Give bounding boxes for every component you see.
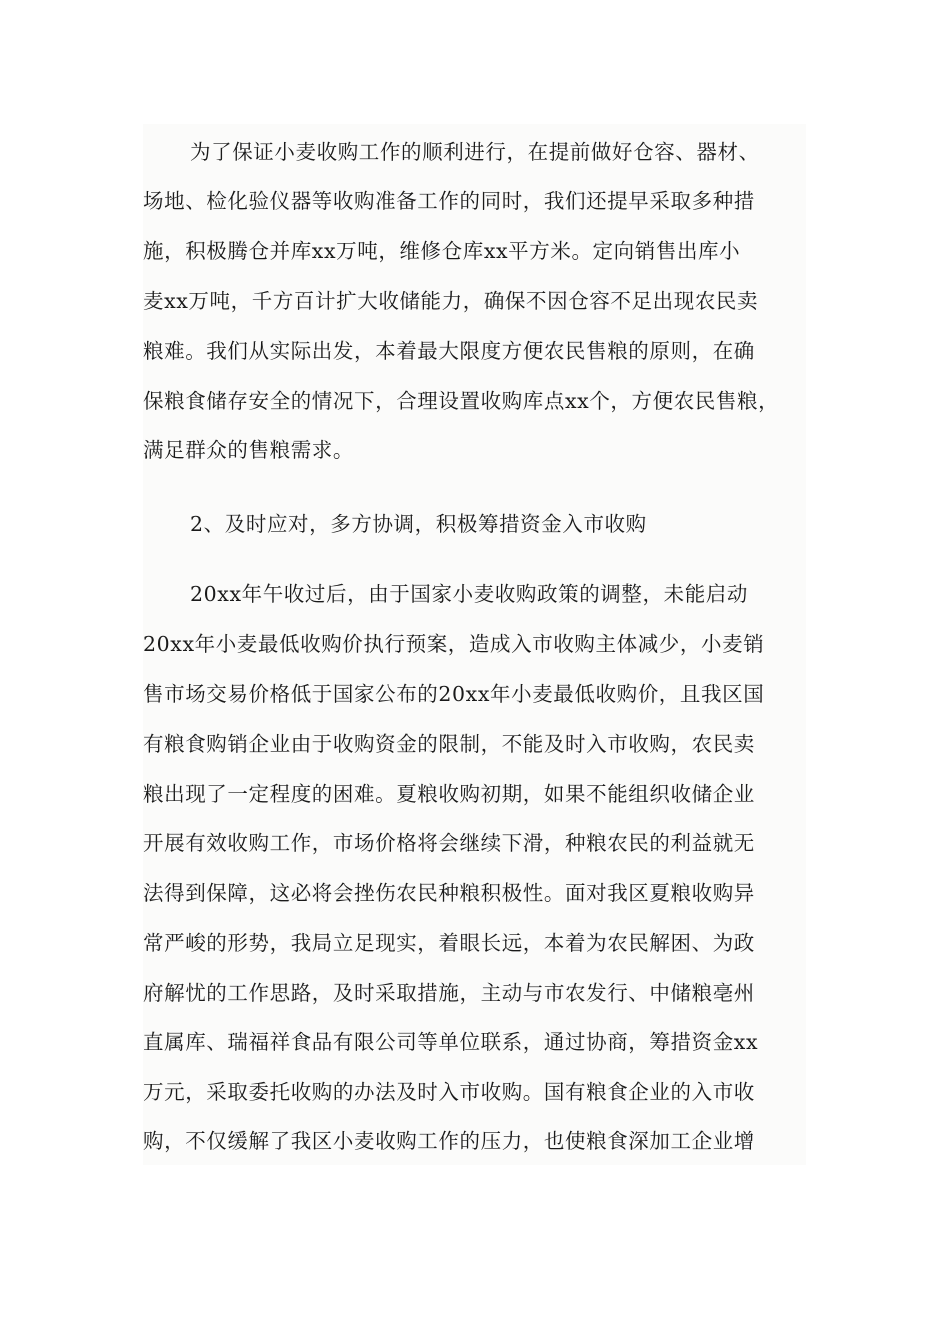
- section-heading: 2、及时应对，多方协调，积极筹措资金入市收购: [190, 512, 647, 536]
- paragraph-line: 有粮食购销企业由于收购资金的限制，不能及时入市收购，农民卖: [143, 732, 755, 756]
- paragraph-line: 场地、检化验仪器等收购准备工作的同时，我们还提早采取多种措: [143, 189, 755, 213]
- paragraph-line: 粮难。我们从实际出发，本着最大限度方便农民售粮的原则，在确: [143, 339, 755, 363]
- paragraph-line: 直属库、瑞福祥食品有限公司等单位联系，通过协商，筹措资金xx: [143, 1030, 759, 1054]
- paragraph-line: 为了保证小麦收购工作的顺利进行，在提前做好仓容、器材、: [190, 140, 760, 164]
- paragraph-line: 开展有效收购工作，市场价格将会继续下滑，种粮农民的利益就无: [143, 831, 755, 855]
- paragraph-line: 粮出现了一定程度的困难。夏粮收购初期，如果不能组织收储企业: [143, 782, 755, 806]
- paragraph-line: 府解忧的工作思路，及时采取措施，主动与市农发行、中储粮亳州: [143, 981, 755, 1005]
- paragraph-line: 施，积极腾仓并库xx万吨，维修仓库xx平方米。定向销售出库小: [143, 239, 741, 263]
- paragraph-line: 20xx年小麦最低收购价执行预案，造成入市收购主体减少，小麦销: [143, 632, 765, 656]
- paragraph-line: 麦xx万吨，千方百计扩大收储能力，确保不因仓容不足出现农民卖: [143, 289, 759, 313]
- paragraph-line: 法得到保障，这必将会挫伤农民种粮积极性。面对我区夏粮收购异: [143, 881, 755, 905]
- paragraph-line: 购，不仅缓解了我区小麦收购工作的压力，也使粮食深加工企业增: [143, 1129, 755, 1153]
- paragraph-line: 售市场交易价格低于国家公布的20xx年小麦最低收购价，且我区国: [143, 682, 765, 706]
- paragraph-line: 万元，采取委托收购的办法及时入市收购。国有粮食企业的入市收: [143, 1080, 755, 1104]
- paragraph-line: 保粮食储存安全的情况下，合理设置收购库点xx个，方便农民售粮，: [143, 389, 780, 413]
- paragraph-line: 满足群众的售粮需求。: [143, 438, 354, 462]
- paragraph-line: 20xx年午收过后，由于国家小麦收购政策的调整，未能启动: [190, 582, 749, 606]
- paragraph-line: 常严峻的形势，我局立足现实，着眼长远，本着为农民解困、为政: [143, 931, 755, 955]
